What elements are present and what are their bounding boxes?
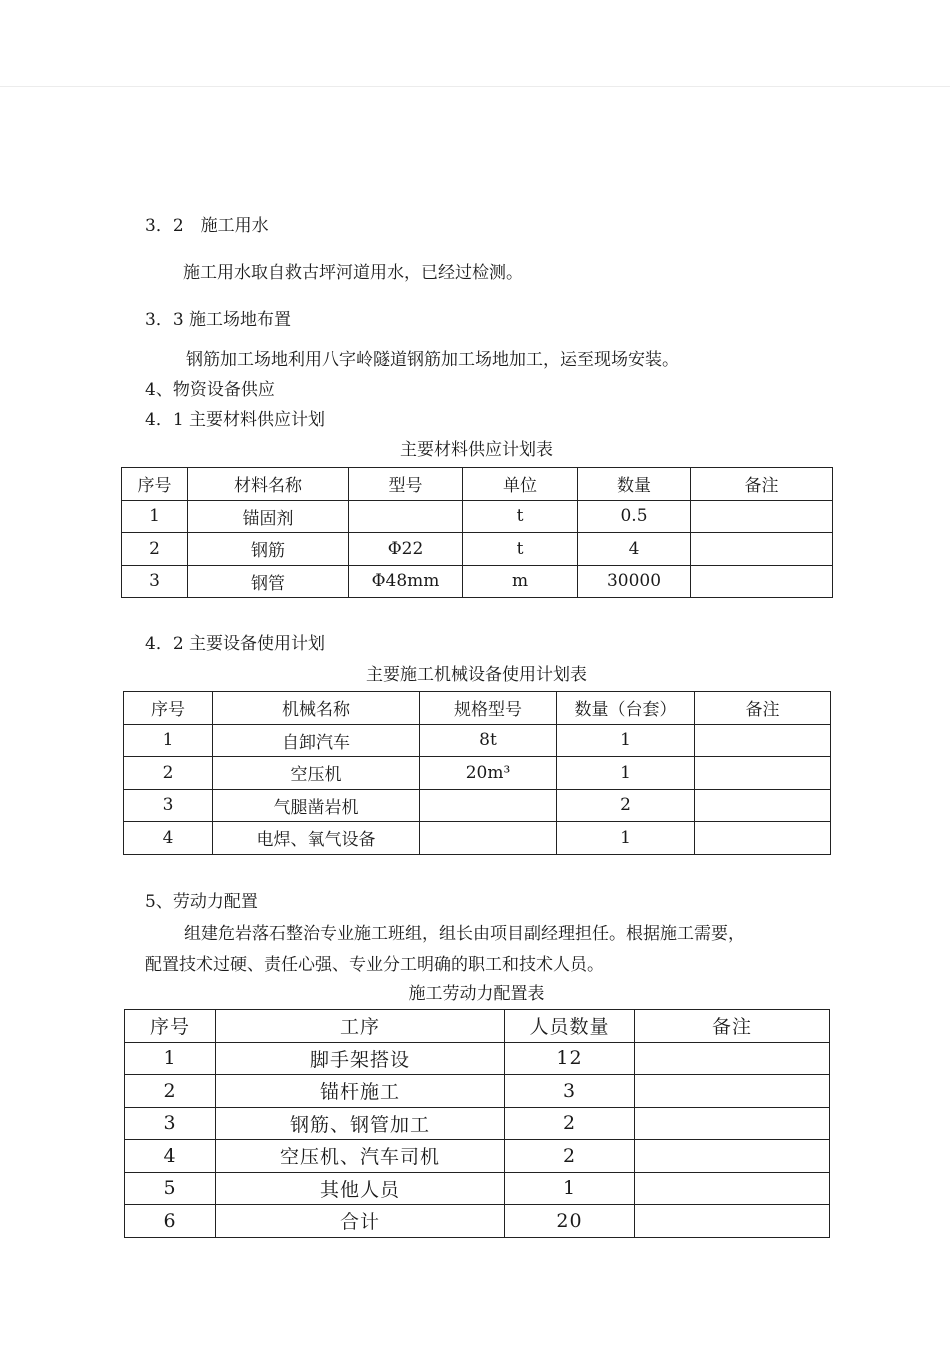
table-cell: 脚手架搭设	[216, 1042, 505, 1075]
header-cell: 备注	[695, 692, 831, 725]
table-cell: 2	[122, 533, 188, 566]
paragraph-5-line-2: 配置技术过硬、责任心强、专业分工明确的职工和技术人员。	[145, 955, 604, 975]
table-cell	[635, 1140, 830, 1173]
table-cell	[695, 757, 831, 790]
table-cell	[635, 1042, 830, 1075]
table-cell: 3	[505, 1075, 635, 1108]
table-cell: 12	[505, 1042, 635, 1075]
heading-4-2: 4．2 主要设备使用计划	[145, 634, 326, 654]
equipment-table-caption: 主要施工机械设备使用计划表	[366, 665, 587, 685]
table-cell: 其他人员	[216, 1172, 505, 1205]
table-cell	[420, 789, 557, 822]
header-cell: 序号	[122, 468, 188, 501]
table-cell	[695, 789, 831, 822]
heading-3-2: 3．2 施工用水	[145, 216, 269, 236]
table-cell: 2	[505, 1140, 635, 1173]
table-cell: t	[463, 500, 578, 533]
table-cell	[635, 1172, 830, 1205]
table-header-row	[122, 468, 833, 501]
table-cell: 0.5	[578, 500, 691, 533]
table-cell: 1	[557, 724, 695, 757]
table-cell: 8t	[420, 724, 557, 757]
table-row	[124, 822, 831, 855]
table-cell: 2	[124, 757, 213, 790]
table-row	[122, 500, 833, 533]
header-cell: 数量（台套）	[557, 692, 695, 725]
header-cell: 数量	[578, 468, 691, 501]
table-cell	[420, 822, 557, 855]
table-cell	[691, 533, 833, 566]
table-cell	[695, 822, 831, 855]
table-cell	[635, 1107, 830, 1140]
heading-3-3: 3．3 施工场地布置	[145, 310, 292, 330]
table-row	[124, 757, 831, 790]
table-cell: 6	[125, 1205, 216, 1238]
table-row	[122, 565, 833, 598]
table-cell: 3	[122, 565, 188, 598]
table-cell	[691, 565, 833, 598]
table-cell	[695, 724, 831, 757]
header-cell: 工序	[216, 1010, 505, 1043]
table-cell: 1	[557, 822, 695, 855]
header-cell: 单位	[463, 468, 578, 501]
equipment-table	[123, 691, 831, 855]
table-row	[122, 533, 833, 566]
page-top-divider	[0, 86, 950, 87]
table-cell: t	[463, 533, 578, 566]
table-cell	[635, 1075, 830, 1108]
table-cell: 空压机、汽车司机	[216, 1140, 505, 1173]
table-cell: 钢筋	[188, 533, 349, 566]
table-header-row	[124, 692, 831, 725]
header-cell: 型号	[349, 468, 463, 501]
table-cell: 3	[125, 1107, 216, 1140]
table-cell: 4	[124, 822, 213, 855]
table-row	[124, 724, 831, 757]
header-cell: 规格型号	[420, 692, 557, 725]
labor-table-caption: 施工劳动力配置表	[408, 984, 545, 1004]
header-cell: 材料名称	[188, 468, 349, 501]
table-cell: 空压机	[213, 757, 420, 790]
header-cell: 序号	[125, 1010, 216, 1043]
header-cell: 备注	[691, 468, 833, 501]
table-cell: Φ48mm	[349, 565, 463, 598]
heading-5: 5、劳动力配置	[145, 892, 258, 912]
table-cell: 锚固剂	[188, 500, 349, 533]
table-cell: 钢筋、钢管加工	[216, 1107, 505, 1140]
header-cell: 人员数量	[505, 1010, 635, 1043]
table-cell: 钢管	[188, 565, 349, 598]
table-cell: 1	[557, 757, 695, 790]
table-cell: Φ22	[349, 533, 463, 566]
table-cell: 5	[125, 1172, 216, 1205]
table-cell: 2	[125, 1075, 216, 1108]
table-cell: 1	[125, 1042, 216, 1075]
table-header-row	[125, 1010, 830, 1043]
table-cell: 1	[124, 724, 213, 757]
table-cell: 1	[505, 1172, 635, 1205]
table-cell	[349, 500, 463, 533]
table-cell: 2	[505, 1107, 635, 1140]
table-cell: 30000	[578, 565, 691, 598]
table-row	[125, 1042, 830, 1075]
heading-4-1: 4．1 主要材料供应计划	[145, 410, 326, 430]
paragraph-5-line-1: 组建危岩落石整治专业施工班组，组长由项目副经理担任。根据施工需要，	[184, 924, 745, 944]
table-cell: 锚杆施工	[216, 1075, 505, 1108]
table-cell: 气腿凿岩机	[213, 789, 420, 822]
table-cell	[691, 500, 833, 533]
paragraph-3-3: 钢筋加工场地利用八字岭隧道钢筋加工场地加工，运至现场安装。	[186, 350, 679, 370]
table-cell: 20	[505, 1205, 635, 1238]
table-row	[124, 789, 831, 822]
table-row	[125, 1172, 830, 1205]
materials-table	[121, 467, 833, 598]
header-cell: 机械名称	[213, 692, 420, 725]
table-row	[125, 1140, 830, 1173]
paragraph-3-2: 施工用水取自救古坪河道用水，已经过检测。	[183, 263, 523, 283]
header-cell: 序号	[124, 692, 213, 725]
table-cell	[635, 1205, 830, 1238]
table-row	[125, 1205, 830, 1238]
table-row	[125, 1107, 830, 1140]
table-cell: 4	[578, 533, 691, 566]
table-cell: 1	[122, 500, 188, 533]
materials-table-caption: 主要材料供应计划表	[400, 440, 553, 460]
table-cell: 3	[124, 789, 213, 822]
table-cell: 2	[557, 789, 695, 822]
header-cell: 备注	[635, 1010, 830, 1043]
table-cell: 合计	[216, 1205, 505, 1238]
heading-4: 4、物资设备供应	[145, 380, 275, 400]
table-cell: m	[463, 565, 578, 598]
table-cell: 电焊、氧气设备	[213, 822, 420, 855]
table-cell: 20m³	[420, 757, 557, 790]
labor-table	[124, 1009, 830, 1238]
table-cell: 4	[125, 1140, 216, 1173]
table-cell: 自卸汽车	[213, 724, 420, 757]
table-row	[125, 1075, 830, 1108]
